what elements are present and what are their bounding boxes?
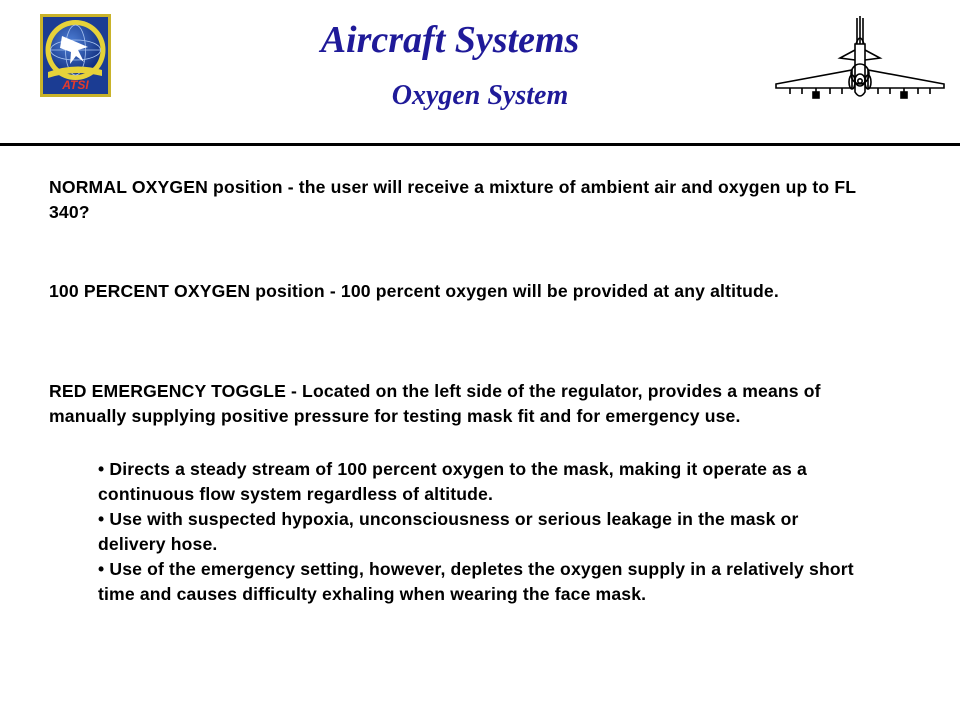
list-item: • Use with suspected hypoxia, unconsciousness or serious leakage in the mask or delivery hose. [98,509,799,554]
header-divider [0,143,960,146]
emergency-toggle-text: - Located on the left side of the regulator, provides a means of manually supplying positive pressure for testing mask fit and for emergency use. [49,381,821,426]
hundred-percent-paragraph [49,279,869,304]
logo-text: ATSI [62,78,89,92]
hundred-percent-term: 100 PERCENT OXYGEN [49,281,251,301]
emergency-toggle-term: RED EMERGENCY TOGGLE [49,381,286,401]
normal-oxygen-text: position - the user will receive a mixture of ambient air and oxygen up to FL 340? [49,177,856,222]
list-item: • Use of the emergency setting, however, depletes the oxygen supply in a relatively short time and causes difficulty exhaling when wearing the face mask. [98,559,854,604]
page-subtitle: Oxygen System [391,80,569,111]
emergency-toggle-paragraph [49,379,869,429]
normal-oxygen-paragraph [49,175,869,225]
list-item: • Directs a steady stream of 100 percent oxygen to the mask, making it operate as a continuous flow system regardless of altitude. [98,459,807,504]
emergency-bullet-list [98,457,858,607]
normal-oxygen-term: NORMAL OXYGEN [49,177,209,197]
hundred-percent-text: position - 100 percent oxygen will be provided at any altitude. [250,281,779,301]
aircraft-icon [772,14,948,100]
page-title: Aircraft Systems [320,19,580,61]
